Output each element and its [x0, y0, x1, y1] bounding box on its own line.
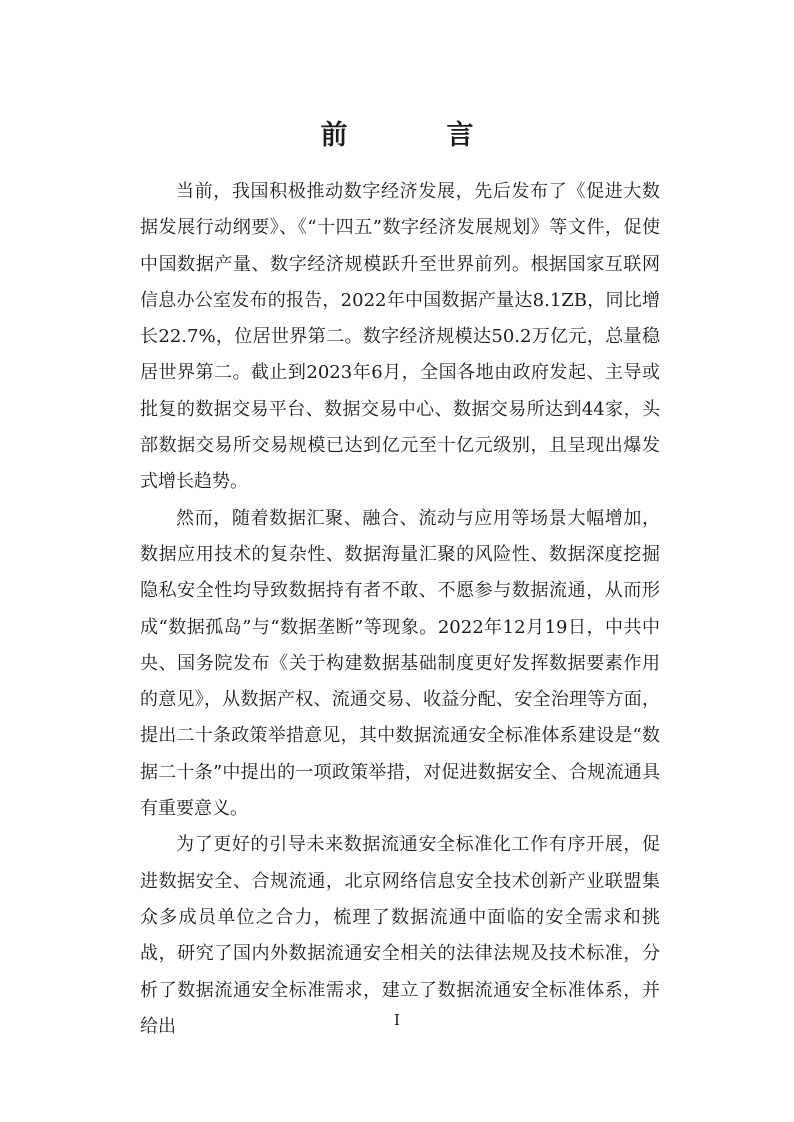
- paragraph-1: 当前，我国积极推动数字经济发展，先后发布了《促进大数据发展行动纲要》、《“十四五”数字经济发展规划》等文件，促使中国数据产量、数字经济规模跃升至世界前列。根据国家互联网信息办公室发布的报告，2022年中国数据产量达8.1ZB，同比增长22.7%，位居世界第二。数字经济规模达50.2万亿元，总量稳居世界第二。截止到2023年6月，全国各地由政府发起、主导或批复的数据交易平台、数据交易中心、数据交易所达到44家，头部数据交易所交易规模已达到亿元至十亿元级别，且呈现出爆发式增长趋势。: [140, 181, 660, 493]
- paragraph-2: 然而，随着数据汇聚、融合、流动与应用等场景大幅增加，数据应用技术的复杂性、数据海量汇聚的风险性、数据深度挖掘隐私安全性均导致数据持有者不敢、不愿参与数据流通，从而形成“数据孤岛”与“数据垄断”等现象。2022年12月19日，中共中央、国务院发布《关于构建数据基础制度更好发挥数据要素作用的意见》，从数据产权、流通交易、收益分配、安全治理等方面，提出二十条政策举措意见，其中数据流通安全标准体系建设是“数据二十条”中提出的一项政策举措，对促进数据安全、合规流通具有重要意义。: [140, 507, 660, 820]
- page-title: 前 言: [320, 120, 510, 151]
- document-body: [140, 174, 660, 1045]
- paragraph-3: 为了更好的引导未来数据流通安全标准化工作有序开展，促进数据安全、合规流通，北京网络信息安全技术创新产业联盟集众多成员单位之合力，梳理了数据流通中面临的安全需求和挑战，研究了国内外数据流通安全相关的法律法规及技术标准，分析了数据流通安全标准需求，建立了数据流通安全标准体系，并给出: [140, 834, 660, 1037]
- page-number: I: [394, 1011, 400, 1029]
